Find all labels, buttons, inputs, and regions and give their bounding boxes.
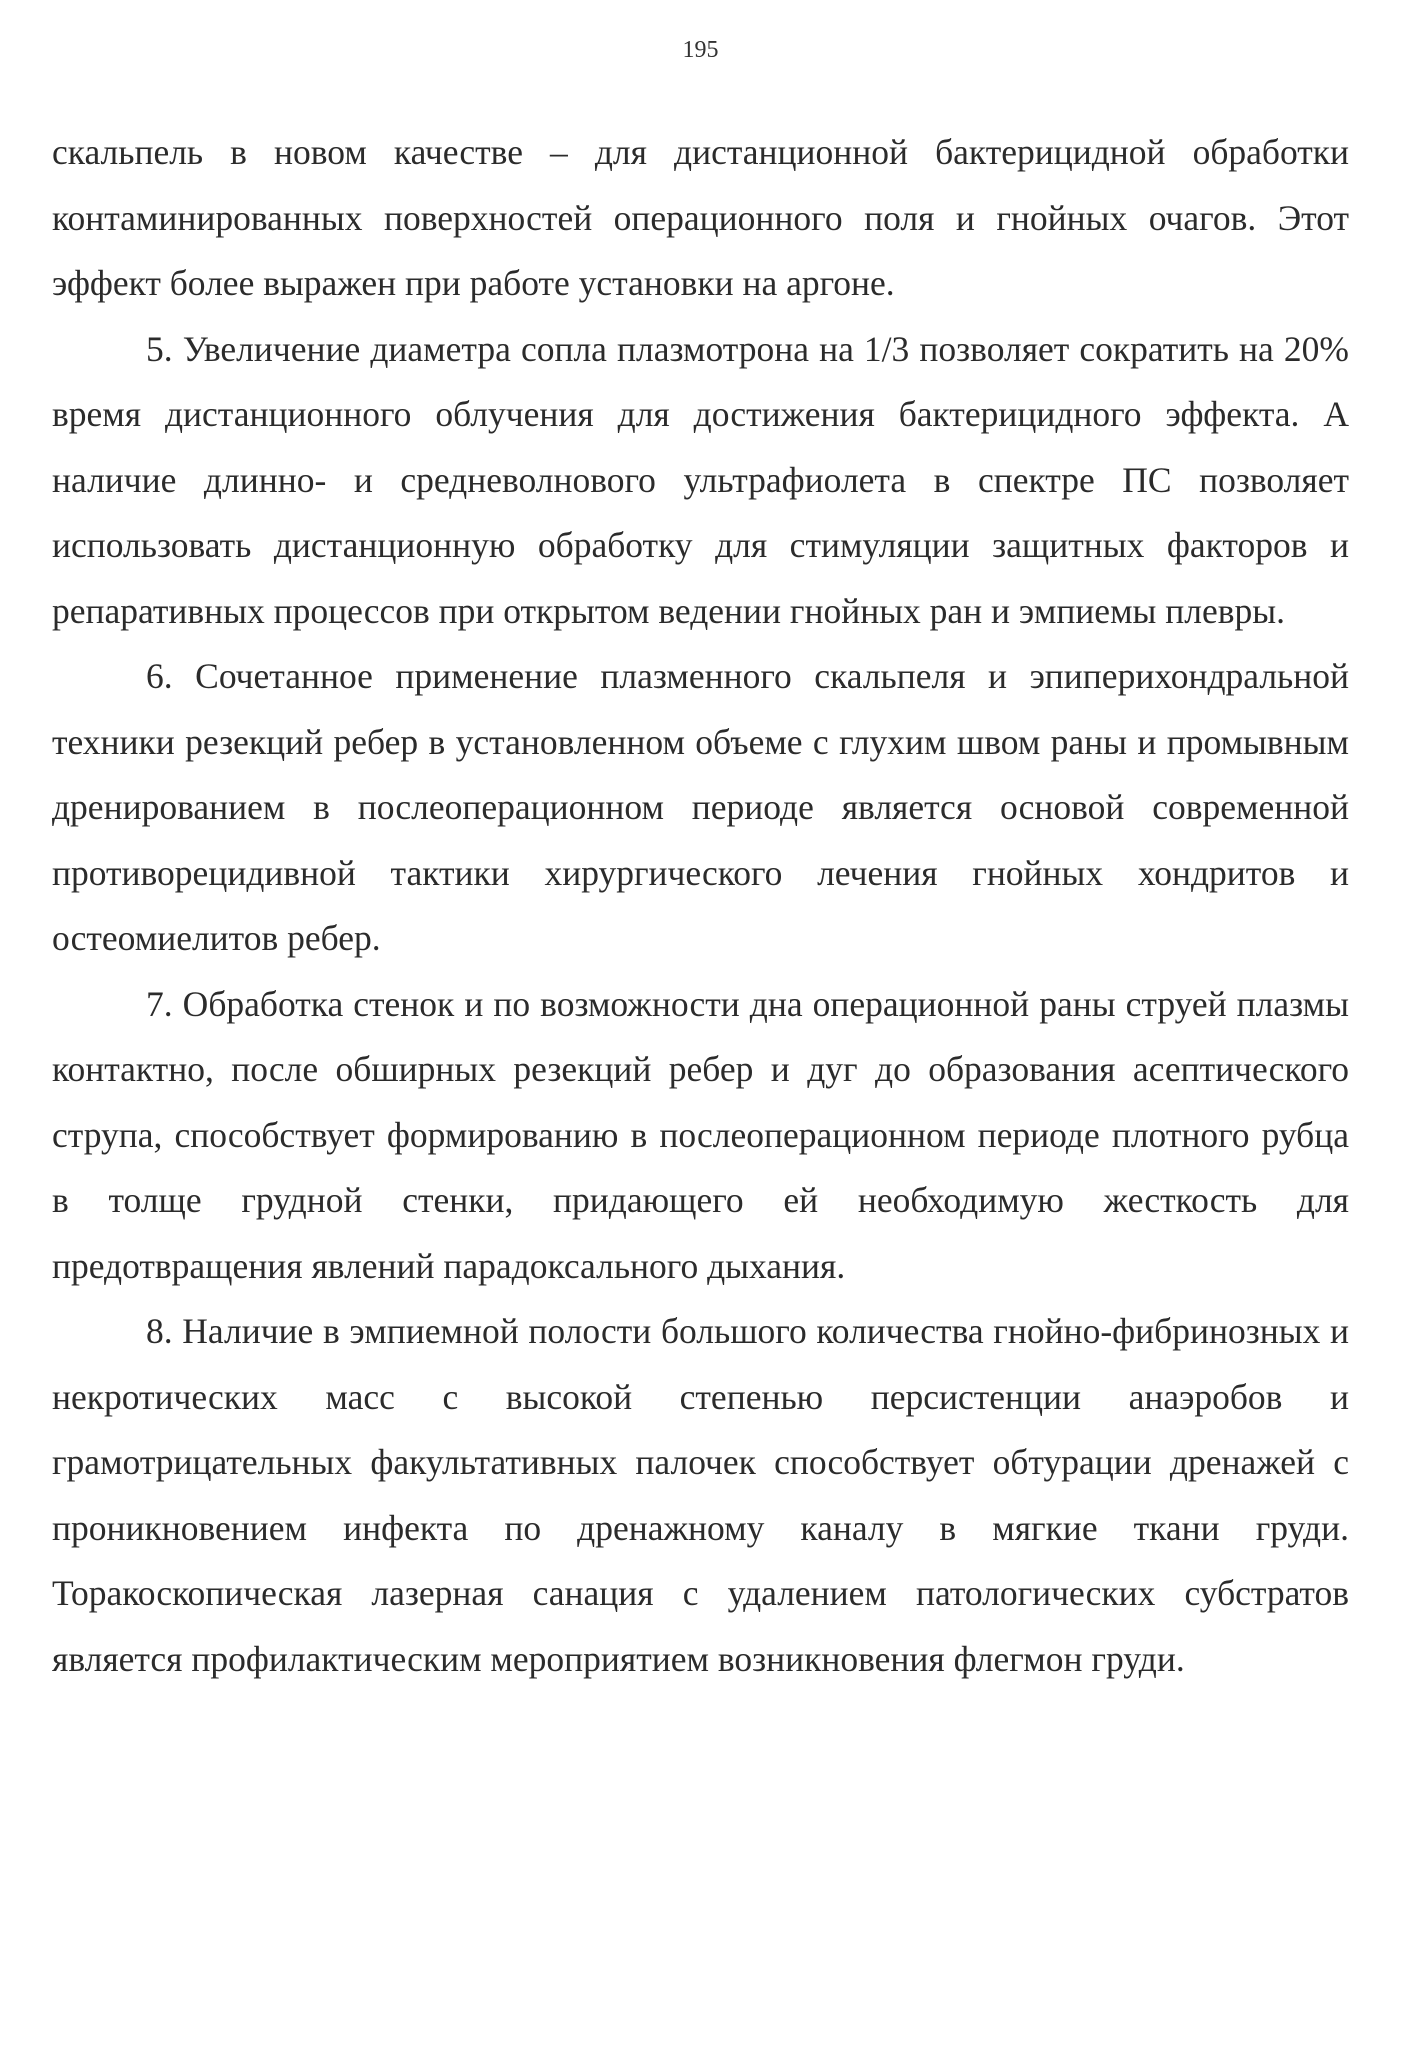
paragraph-continuation: скальпель в новом качестве – для дистанционной бактерицидной обработки контаминированных поверхностей операционного поля и гнойных очагов. Этот эффект более выражен при работе установки на аргоне. <box>52 132 1349 303</box>
paragraph-item-8: 8. Наличие в эмпиемной полости большого количества гнойно-фибринозных и некротических масс с высокой степенью персистенции анаэробов и грамотрицательных факультативных палочек способствует обтурации дренажей с проникновением инфекта по дренажному каналу в мягкие ткани груди. Торакоскопическая лазерная санация с удалением патологических субстратов является профилактическим мероприятием возникновения флегмон груди. <box>52 1311 1349 1679</box>
paragraph-item-7: 7. Обработка стенок и по возможности дна операционной раны струей плазмы контактно, после обширных резекций ребер и дуг до образования асептического струпа, способствует формированию в послеоперационном периоде плотного рубца в толще грудной стенки, придающего ей необходимую жесткость для предотвращения явлений парадоксального дыхания. <box>52 983 1349 1286</box>
paragraph-item-5: 5. Увеличение диаметра сопла плазмотрона на 1/3 позволяет сократить на 20% время дистанционного облучения для достижения бактерицидного эффекта. А наличие длинно- и средневолнового ультрафиолета в спектре ПС позволяет использовать дистанционную обработку для стимуляции защитных факторов и репаративных процессов при открытом ведении гнойных ран и эмпиемы плевры. <box>52 328 1349 631</box>
body-text <box>52 120 1349 1692</box>
paragraph-item-6: 6. Сочетанное применение плазменного скальпеля и эпиперихондральной техники резекций ребер в установленном объеме с глухим швом раны и промывным дренированием в послеоперационном периоде является основой современной противорецидивной тактики хирургического лечения гнойных хондритов и остеомиелитов ребер. <box>52 656 1349 958</box>
page-number: 195 <box>682 37 719 63</box>
